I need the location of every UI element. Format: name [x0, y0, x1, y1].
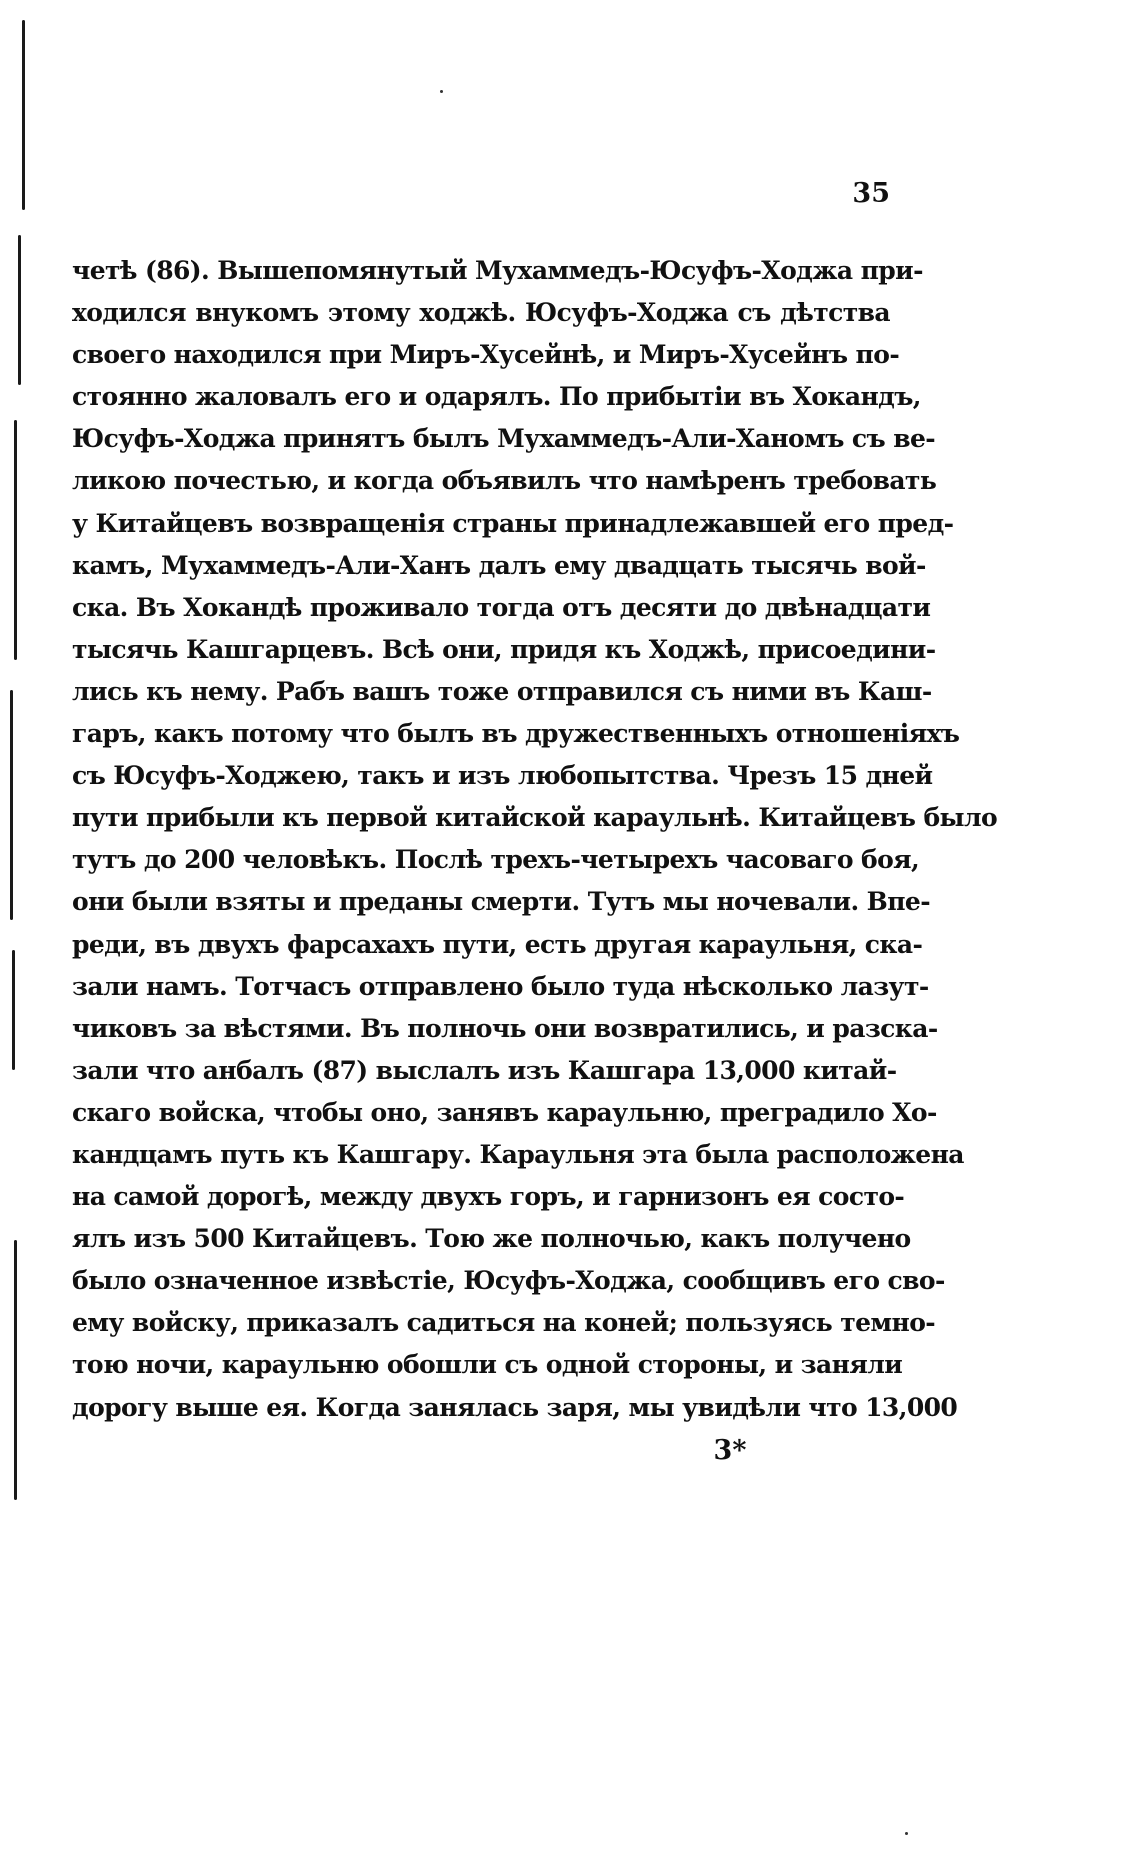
text-line: зали что анбалъ (87) выслалъ изъ Кашгара 13,000 китай- [72, 1055, 897, 1085]
text-line: тысячь Кашгарцевъ. Всѣ они, придя къ Ходжѣ, присоедини- [72, 634, 936, 664]
page-number: 35 [852, 178, 890, 209]
text-line: лись къ нему. Рабъ вашъ тоже отправился съ ними въ Каш- [72, 676, 932, 706]
scan-edge-mark [14, 1240, 17, 1500]
text-line: было означенное извѣстіе, Юсуфъ-Ходжа, сообщивъ его сво- [72, 1266, 945, 1296]
text-line: стоянно жаловалъ его и одарялъ. По прибытіи въ Хокандъ, [72, 382, 921, 412]
scan-edge-mark [18, 235, 21, 385]
text-line: на самой дорогѣ, между двухъ горъ, и гарнизонъ ея состо- [72, 1182, 905, 1212]
scan-dot [905, 1832, 908, 1835]
body-text [72, 250, 998, 1429]
text-line: гаръ, какъ потому что былъ въ дружественныхъ отношеніяхъ [72, 719, 960, 749]
text-line: скаго войска, чтобы оно, занявъ караульню, преградило Хо- [72, 1097, 937, 1127]
text-line: дорогу выше ея. Когда занялась заря, мы увидѣли что 13,000 [72, 1392, 958, 1422]
signature-mark: 3* [713, 1435, 747, 1466]
scan-edge-mark [10, 690, 13, 920]
text-line: Юсуфъ-Ходжа принятъ былъ Мухаммедъ-Али-Ханомъ съ ве- [72, 424, 936, 454]
text-line: тутъ до 200 человѣкъ. Послѣ трехъ-четырехъ часоваго боя, [72, 845, 920, 875]
text-line: чиковъ за вѣстями. Въ полночь они возвратились, и разска- [72, 1013, 938, 1043]
text-line: они были взяты и преданы смерти. Тутъ мы ночевали. Впе- [72, 887, 930, 917]
text-line: реди, въ двухъ фарсахахъ пути, есть другая караульня, ска- [72, 929, 923, 959]
text-line: съ Юсуфъ-Ходжею, такъ и изъ любопытства. Чрезъ 15 дней [72, 761, 933, 791]
text-line: ликою почестью, и когда объявилъ что намѣренъ требовать [72, 466, 937, 496]
text-line: своего находился при Миръ-Хусейнѣ, и Миръ-Хусейнъ по- [72, 340, 900, 370]
scan-edge-mark [12, 950, 15, 1070]
scan-edge-mark [14, 420, 17, 660]
text-line: пути прибыли къ первой китайской караульнѣ. Китайцевъ было [72, 803, 998, 833]
text-line: ему войску, приказалъ садиться на коней; пользуясь темно- [72, 1308, 936, 1338]
text-line: ходился внукомъ этому ходжѣ. Юсуфъ-Ходжа съ дѣтства [72, 298, 890, 328]
text-line: кандцамъ путь къ Кашгару. Караульня эта была расположена [72, 1139, 964, 1169]
scan-edge-mark [22, 20, 25, 210]
text-line: камъ, Мухаммедъ-Али-Ханъ далъ ему двадцать тысячь вой- [72, 550, 926, 580]
text-line: у Китайцевъ возвращенія страны принадлежавшей его пред- [72, 508, 954, 538]
text-line: ска. Въ Хокандѣ проживало тогда отъ десяти до двѣнадцати [72, 592, 931, 622]
text-line: тою ночи, караульню обошли съ одной стороны, и заняли [72, 1350, 903, 1380]
text-line: ялъ изъ 500 Китайцевъ. Тою же полночью, какъ получено [72, 1224, 911, 1254]
text-line: зали намъ. Тотчасъ отправлено было туда нѣсколько лазут- [72, 971, 929, 1001]
text-line: четѣ (86). Вышепомянутый Мухаммедъ-Юсуфъ-Ходжа при- [72, 256, 923, 285]
scan-dot [440, 90, 443, 93]
